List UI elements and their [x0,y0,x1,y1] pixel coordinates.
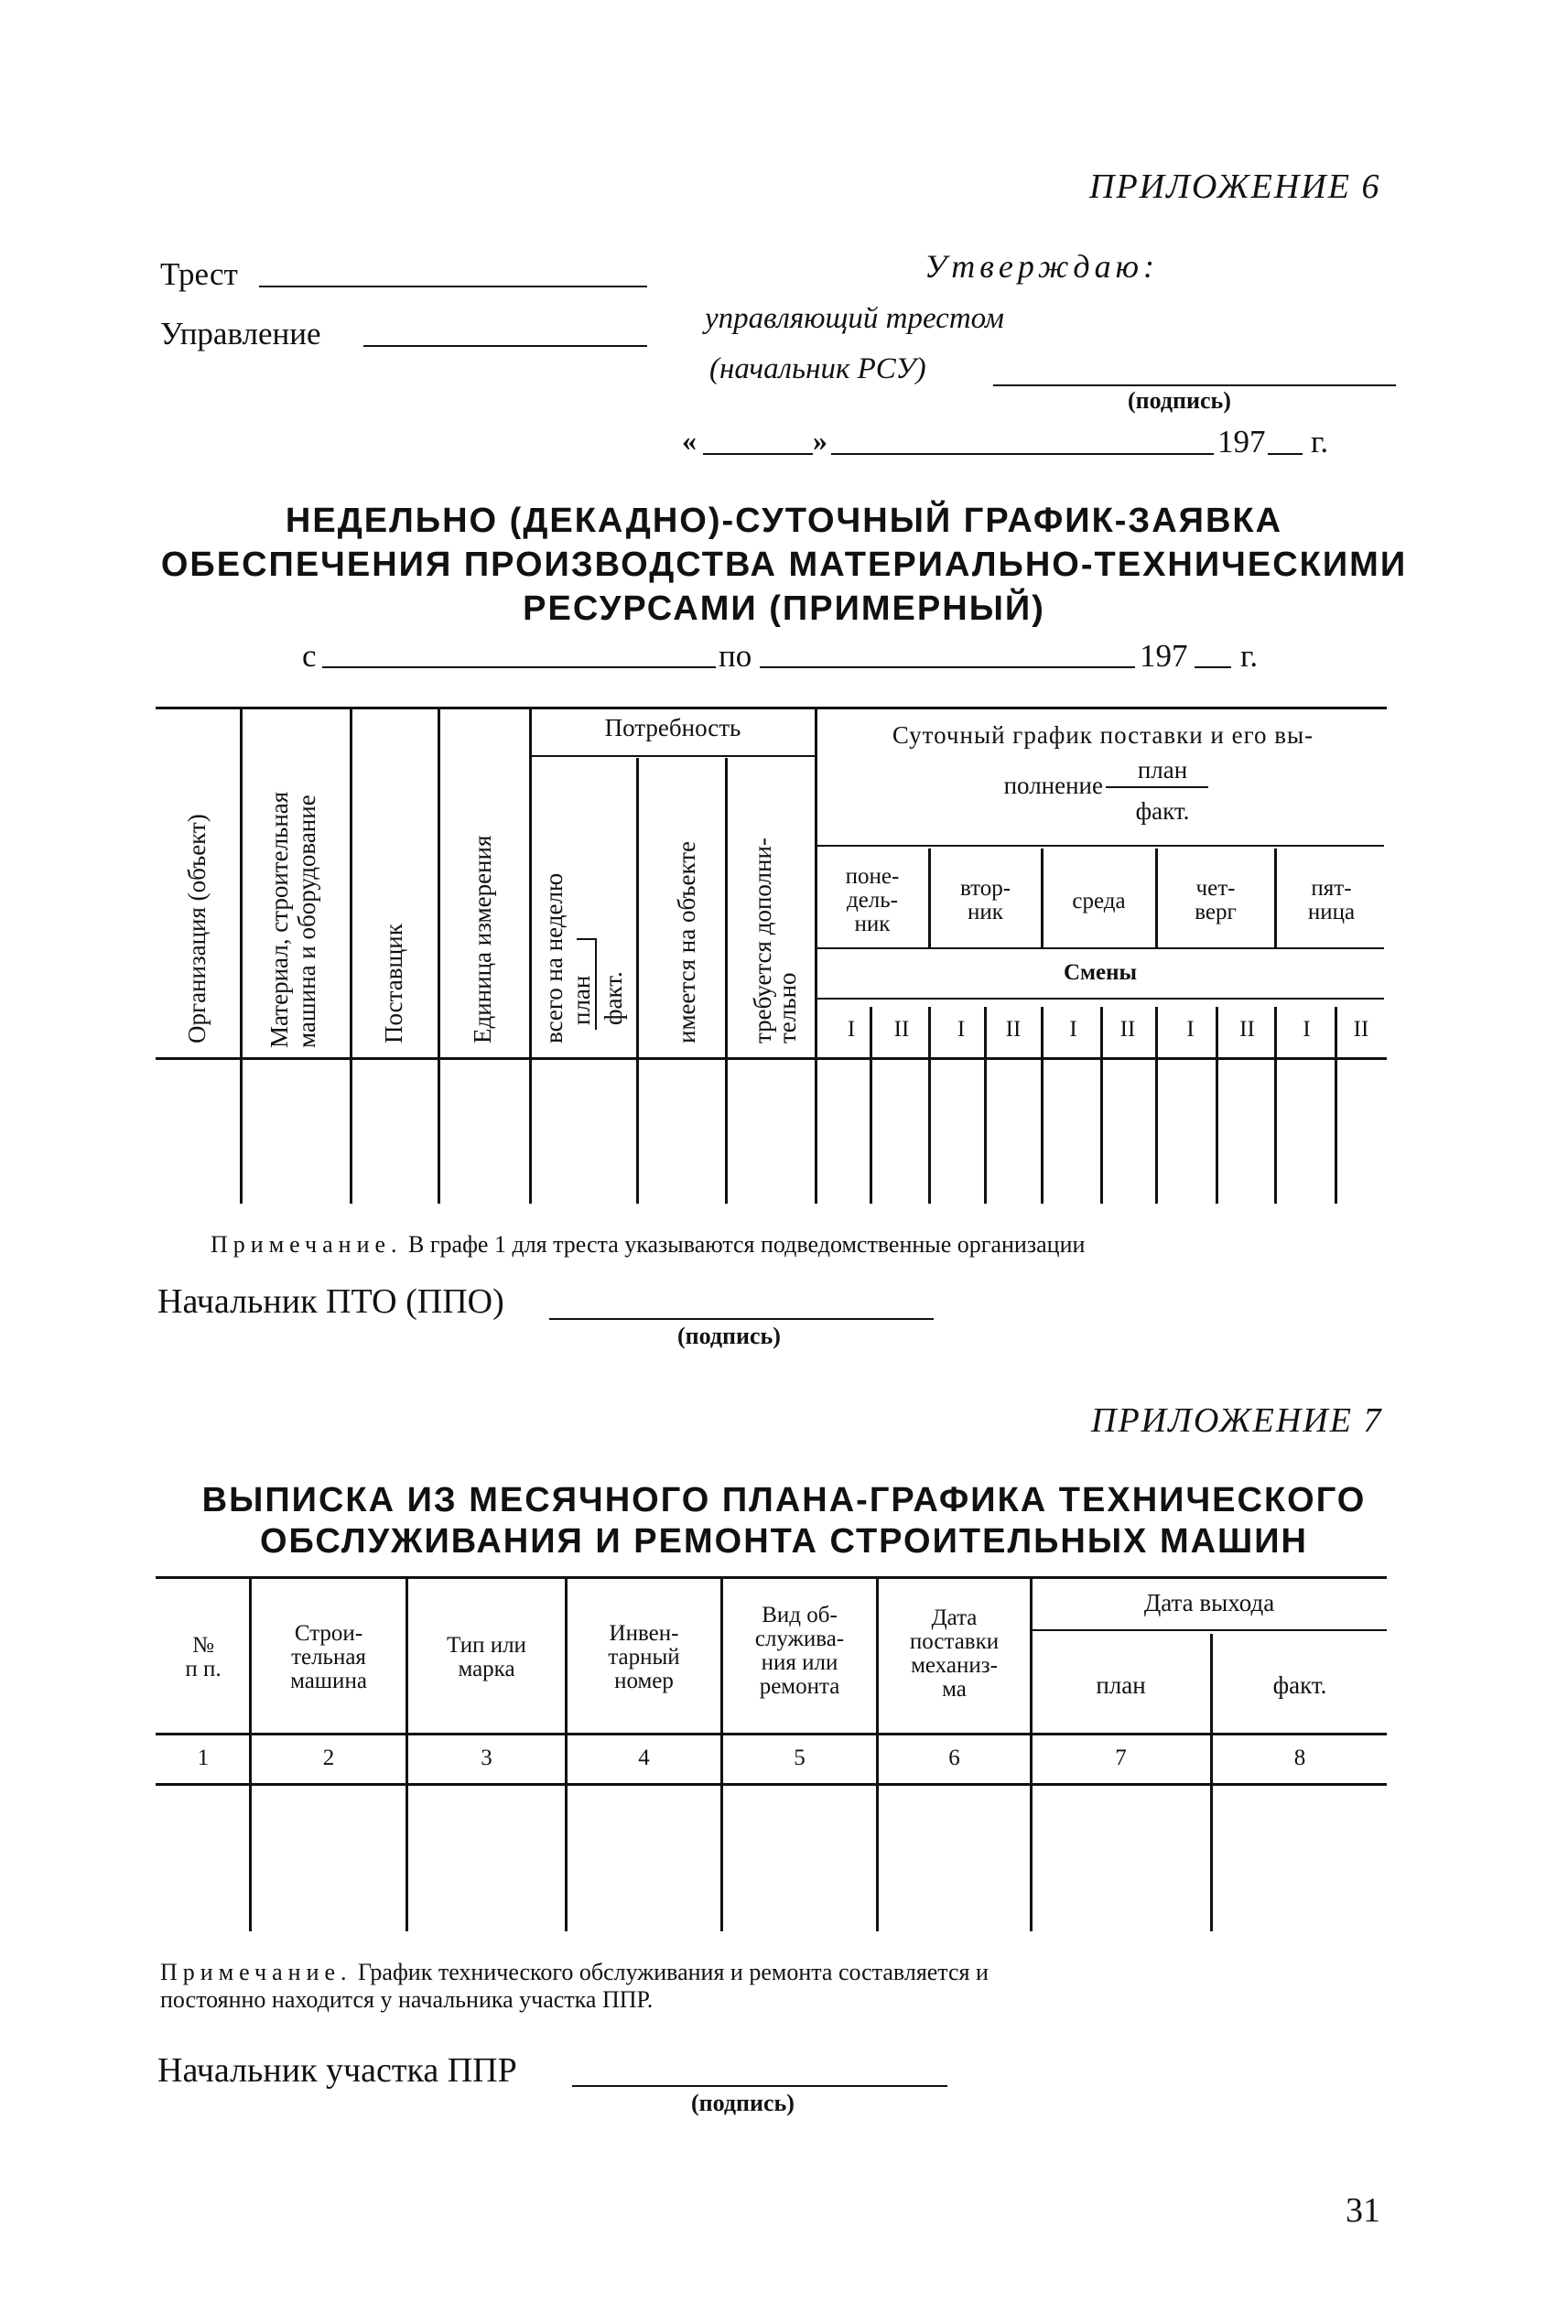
col-number: 3 [481,1746,492,1770]
col-divider [636,758,639,1204]
col-number: 8 [1293,1746,1306,1770]
date-year-prefix: 197 [1217,424,1266,459]
col-machine-header [252,1622,406,1693]
shift-label: I [1303,1017,1311,1042]
day-tuesday [930,877,1041,924]
shift-label: II [1119,1017,1136,1042]
col-inv-header-l3: номер [614,1669,674,1693]
appendix-6-title-line-1: НЕДЕЛЬНО (ДЕКАДНО)-СУТОЧНЫЙ ГРАФИК-ЗАЯВКА [285,502,1283,540]
col-machine-header-l3: машина [290,1669,367,1693]
appendix-7-note-word: Примечание. [160,1959,352,1985]
shift-divider [1041,1007,1044,1204]
shift-label: II [1005,1017,1022,1042]
col-material-header-1: Материал, строительная [265,791,293,1048]
col-date-header-l1: Дата [931,1605,978,1630]
date-close-quote: » [813,424,827,457]
col-machine-header-l2: тельная [291,1645,366,1670]
day-monday-l1: поне- [845,864,900,889]
col-service-header-l1: Вид об- [762,1603,838,1627]
col-no-header-l1: № [192,1633,214,1658]
shift-label: II [893,1017,910,1042]
period-from-field[interactable] [322,666,716,668]
appendix-7-note-text-2: постоянно находится у начальника участка ППР. [160,1986,654,2013]
shift-label: I [957,1017,966,1042]
schedule-header-line-1: Суточный график поставки и его вы- [892,721,1314,749]
schedule-plan-label: план [1137,756,1188,784]
appendix-7-note [160,1959,1391,2014]
appendix-6-title-line-3: РЕСУРСАМИ (ПРИМЕРНЫЙ) [523,589,1045,628]
col-date-header-l4: ма [942,1677,967,1702]
col-service-header-l2: служива- [754,1627,845,1651]
shift-divider [1216,1007,1218,1204]
col-type-header-l2: марка [458,1657,515,1681]
col-divider [815,709,817,1204]
col-unit-header: Единица измерения [469,835,496,1043]
col-inv-header-l2: тарный [608,1645,680,1670]
appendix-6-note-text: В графе 1 для треста указываются подведомственные организации [408,1231,1086,1258]
appendix-6-note [211,1231,1085,1259]
shift-label: I [847,1017,856,1042]
shift-label: I [1069,1017,1077,1042]
shift-divider [984,1007,987,1204]
date-open-quote: « [682,424,697,457]
col-divider [529,709,532,1204]
plan-fact-tick [577,938,597,940]
col-number: 6 [948,1746,960,1770]
shift-divider [928,1007,931,1204]
day-tuesday-l2: ник [968,900,1003,924]
exit-sub-line [1032,1629,1387,1631]
shift-label: II [1239,1017,1255,1042]
need-week-header: всего на неделю [540,872,568,1043]
pto-signature-field[interactable] [549,1318,934,1320]
need-sub-line [531,755,815,757]
rsu-label: (начальник РСУ) [709,352,926,385]
shift-label: II [1353,1017,1369,1042]
day-friday [1276,877,1387,924]
col-number: 7 [1115,1746,1127,1770]
shift-label: I [1186,1017,1195,1042]
period-year: 197 [1140,638,1188,674]
date-day-field[interactable] [703,453,813,455]
col-date-header-l3: механиз- [911,1653,998,1678]
col-inv-header [568,1622,720,1693]
trust-label: Трест [160,256,238,292]
schedule-line [816,845,1384,847]
pto-label: Начальник ПТО (ППО) [157,1282,504,1321]
exit-fact-header: факт. [1272,1671,1327,1699]
shifts-header: Смены [1063,960,1138,985]
col-divider [240,709,243,1204]
period-from-label: с [302,638,317,674]
col-date-header-l2: поставки [909,1629,1000,1654]
day-tuesday-l1: втор- [959,876,1011,901]
manager-label: управляющий трестом [705,302,1004,335]
need-on-site-header: имеется на объекте [673,840,700,1043]
col-divider [725,758,728,1204]
col-machine-header-l1: Строи- [294,1621,363,1646]
appendix-7-note-text-1: График технического обслуживания и ремонта составляется и [358,1959,989,1985]
management-label: Управление [160,316,321,351]
col-number: 5 [794,1746,806,1770]
appendix-7-title-line-1: ВЫПИСКА ИЗ МЕСЯЧНОГО ПЛАНА-ГРАФИКА ТЕХНИЧЕСКОГО [201,1481,1367,1519]
period-to-label: по [719,638,752,674]
shift-divider [1335,1007,1337,1204]
need-fact-header: факт. [600,971,627,1025]
appendix-6-label: ПРИЛОЖЕНИЕ 6 [1089,168,1381,206]
schedule-fraction-line [1106,786,1208,788]
appendix-7-label: ПРИЛОЖЕНИЕ 7 [1091,1401,1383,1440]
pto-signature-caption: (подпись) [677,1323,781,1349]
need-header: Потребность [604,714,741,741]
shift-divider [1100,1007,1103,1204]
management-field[interactable] [363,345,647,347]
period-year-suffix: г. [1240,638,1259,674]
day-monday [816,865,928,936]
appendix-6-title-line-2: ОБЕСПЕЧЕНИЯ ПРОИЗВОДСТВА МАТЕРИАЛЬНО-ТЕХНИЧЕСКИМИ [160,546,1408,584]
shift-divider [870,1007,872,1204]
schedule-header-line-2: полнение [1003,772,1103,799]
col-service-header-l3: ния или [761,1650,838,1675]
table-numbers-bottom-border [156,1783,1387,1786]
col-no-header-l2: п п. [185,1657,222,1681]
exit-plan-header: план [1096,1671,1146,1699]
col-date-header [879,1606,1030,1702]
schedule-line [816,947,1384,949]
period-year-field[interactable] [1195,666,1231,668]
day-thursday [1157,877,1274,924]
need-extra-header-1: требуется дополни- [749,838,776,1043]
col-number: 1 [197,1746,210,1770]
day-monday-l3: ник [854,912,891,936]
col-divider [438,709,440,1204]
ppr-signature-field[interactable] [572,2085,947,2087]
col-org-header: Организация (объект) [183,814,211,1043]
table-header-bottom-border [156,1733,1387,1735]
need-extra-header-2: тельно [773,972,801,1043]
col-type-header-l1: Тип или [447,1633,526,1658]
period-to-field[interactable] [760,666,1135,668]
day-friday-l1: пят- [1311,876,1352,901]
day-thursday-l2: верг [1195,900,1237,924]
plan-fact-divider [595,938,597,1030]
trust-field[interactable] [259,286,647,287]
col-number: 4 [638,1746,650,1770]
appendix-7-title-line-2: ОБСЛУЖИВАНИЯ И РЕМОНТА СТРОИТЕЛЬНЫХ МАШИН [259,1522,1309,1561]
exit-header: Дата выхода [1143,1589,1275,1616]
ppr-signature-caption: (подпись) [691,2090,795,2116]
need-plan-header: план [568,975,595,1025]
approve-signature-field[interactable] [993,384,1396,386]
col-service-header [723,1604,876,1699]
col-supplier-header: Поставщик [380,924,407,1043]
table-top-border [156,1576,1387,1579]
schedule-line [816,998,1384,1000]
shift-divider [1155,1007,1158,1204]
approve-signature-caption: (подпись) [1128,387,1231,414]
day-wednesday-l1: среда [1072,889,1126,913]
day-wednesday [1043,890,1155,913]
schedule-fact-label: факт. [1135,797,1190,825]
table-top-border [156,707,1387,709]
ppr-label: Начальник участка ППР [157,2051,517,2090]
col-no-header [157,1634,249,1681]
shift-divider [1274,1007,1277,1204]
day-monday-l2: дель- [846,888,899,913]
col-service-header-l4: ремонта [759,1674,840,1699]
col-number: 2 [322,1746,335,1770]
col-inv-header-l1: Инвен- [609,1621,679,1646]
approve-label: Утверждаю: [925,248,1159,285]
col-divider [350,709,352,1204]
appendix-6-note-word: Примечание. [211,1231,403,1258]
day-thursday-l1: чет- [1195,876,1236,901]
day-friday-l2: ница [1307,900,1356,924]
date-month-field[interactable] [831,453,1214,455]
date-year-suffix: г. [1311,424,1329,459]
date-year-field[interactable] [1268,453,1303,455]
page-number: 31 [1346,2191,1380,2230]
col-material-header-2: машина и оборудование [293,794,320,1048]
col-type-header [408,1634,565,1681]
table-header-bottom-border [156,1057,1387,1060]
